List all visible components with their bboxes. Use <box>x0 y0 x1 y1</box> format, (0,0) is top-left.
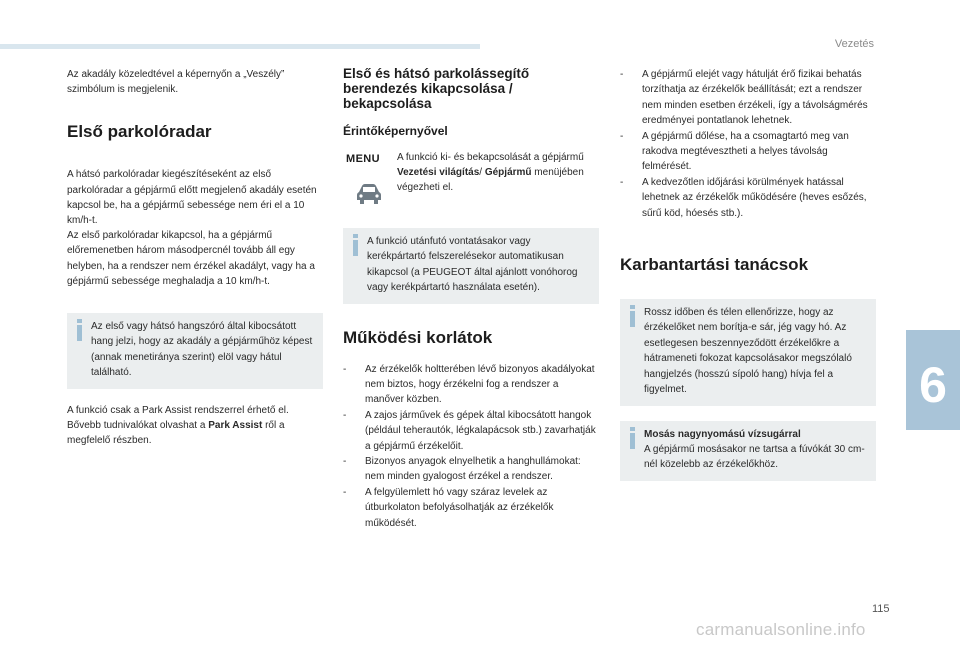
maintenance-heading: Karbantartási tanácsok <box>620 255 809 275</box>
front-radar-paragraph-2: Az első parkolóradar kikapcsol, ha a gépjármű előremenetben három másodpercnél tovább áll egy helyben, ha a rendszer nem érzékel akadályt, vagy ha a gépjármű sebessége meghaladja a 10 km/h-t. <box>67 230 315 287</box>
column-2 <box>343 66 599 531</box>
winter-note-text: Rossz időben és télen ellenőrizze, hogy az érzékelőket nem borítja-e sár, jég vagy hó. Az esetlegesen beszennyeződött érzékelőkre a hátrameneti fokozat kapcsolásakor megszólaló hangjelzés (hosszú sípoló hang) hívja fel a figyelmet. <box>644 307 852 396</box>
front-radar-heading: Első parkolóradar <box>67 122 212 142</box>
watermark: carmanualsonline.info <box>696 620 866 639</box>
chapter-tab <box>906 330 960 430</box>
list-item: - A gépjármű dőlése, ha a csomagtartó meg van rakodva megtévesztheti a helyes távolság felmérését. <box>620 129 876 175</box>
winter-note <box>620 299 876 405</box>
vehicle-settings-icon <box>354 178 384 206</box>
front-radar-paragraph-1: A hátsó parkolóradar kiegészítéseként az első parkolóradar a gépjármű előtt megjelenő akadály esetén kapcsol be, ha a gépjármű sebessége nem éri el a 10 km/h-t. <box>67 169 317 227</box>
towing-note-text: A funkció utánfutó vontatásakor vagy kerékpártartó felszerelésekor automatikusan kikapcsol (a PEUGEOT által ajánlott vonóhorog vagy kerékpártartó használata esetén). <box>367 236 578 294</box>
section-title: Vezetés <box>834 38 874 50</box>
washing-note <box>620 421 876 481</box>
info-icon <box>629 427 637 449</box>
washing-note-text: A gépjármű mosásakor ne tartsa a fúvókát 30 cm-nél közelebb az érzékelőkhöz. <box>644 443 865 471</box>
limits-heading: Működési korlátok <box>343 327 493 347</box>
touchscreen-subheading: Érintőképernyővel <box>343 124 448 138</box>
list-item: - A gépjármű elejét vagy hátulját érő fizikai behatás torzíthatja az érzékelők beállítását; ezt a rendszer nem minden esetben érzékeli, így a távolságmérés eredményei pontatlanok lehetnek. <box>620 67 876 129</box>
washing-note-title: Mosás nagynyomású vízsugárral <box>644 428 801 440</box>
info-icon <box>352 234 360 256</box>
list-item: - A felgyülemlett hó vagy száraz levelek az útburkolaton befolyásolhatják az érzékelők működését. <box>343 485 599 531</box>
list-item: - Az érzékelők holtterében lévő bizonyos akadályokat nem biztos, hogy érzékelni fog a rendszer a manőver közben. <box>343 362 599 408</box>
info-icon <box>629 305 637 327</box>
menu-instruction <box>343 150 599 220</box>
park-assist-text: A funkció csak a Park Assist rendszerrel érhető el. <box>67 404 289 416</box>
towing-note <box>343 228 599 304</box>
speaker-note <box>67 313 323 389</box>
intro-text: Az akadály közeledtével a képernyőn a „Veszély” szimbólum is megjelenik. <box>67 69 285 96</box>
list-item: - Bizonyos anyagok elnyelhetik a hanghullámokat: nem minden gyalogost érzékel a rendszer. <box>343 454 599 485</box>
park-assist-reference: Bővebb tudnivalókat olvashat a Park Assist ről a megfelelő részben. <box>67 419 285 447</box>
column-3 <box>620 67 876 481</box>
limits-list <box>343 362 599 531</box>
park-assist-bold: Park Assist <box>208 419 263 431</box>
speaker-note-text: Az első vagy hátsó hangszóró által kibocsátott hang jelzi, hogy az akadály a gépjárműhöz képest (annak menetiránya szerint) elöl vagy hátul található. <box>91 321 313 379</box>
list-item: - A zajos járművek és gépek által kibocsátott hangok (például teherautók, légkalapácsok stb.) zavarhatják a gépjármű érzékelőit. <box>343 408 599 454</box>
limits-list-continued <box>620 67 876 221</box>
menu-path-driving-lights: Vezetési világítás <box>397 167 480 179</box>
toggle-heading: Első és hátsó parkolássegítő berendezés kikapcsolása / bekapcsolása <box>343 66 530 111</box>
page-number: 115 <box>872 603 890 615</box>
menu-instruction-text: A funkció ki- és bekapcsolását a gépjármű Vezetési világítás/ Gépjármű menüjében végezheti el. <box>397 152 584 194</box>
header-bar <box>0 44 480 49</box>
menu-icon: MENU <box>346 153 380 165</box>
menu-path-vehicle: Gépjármű <box>484 167 532 179</box>
column-1 <box>67 67 323 448</box>
list-item: - A kedvezőtlen időjárási körülmények hatással lehetnek az érzékelők működésére (heves esőzés, sűrű köd, hóesés stb.). <box>620 175 876 221</box>
chapter-number: 6 <box>919 357 947 413</box>
info-icon <box>76 319 84 341</box>
